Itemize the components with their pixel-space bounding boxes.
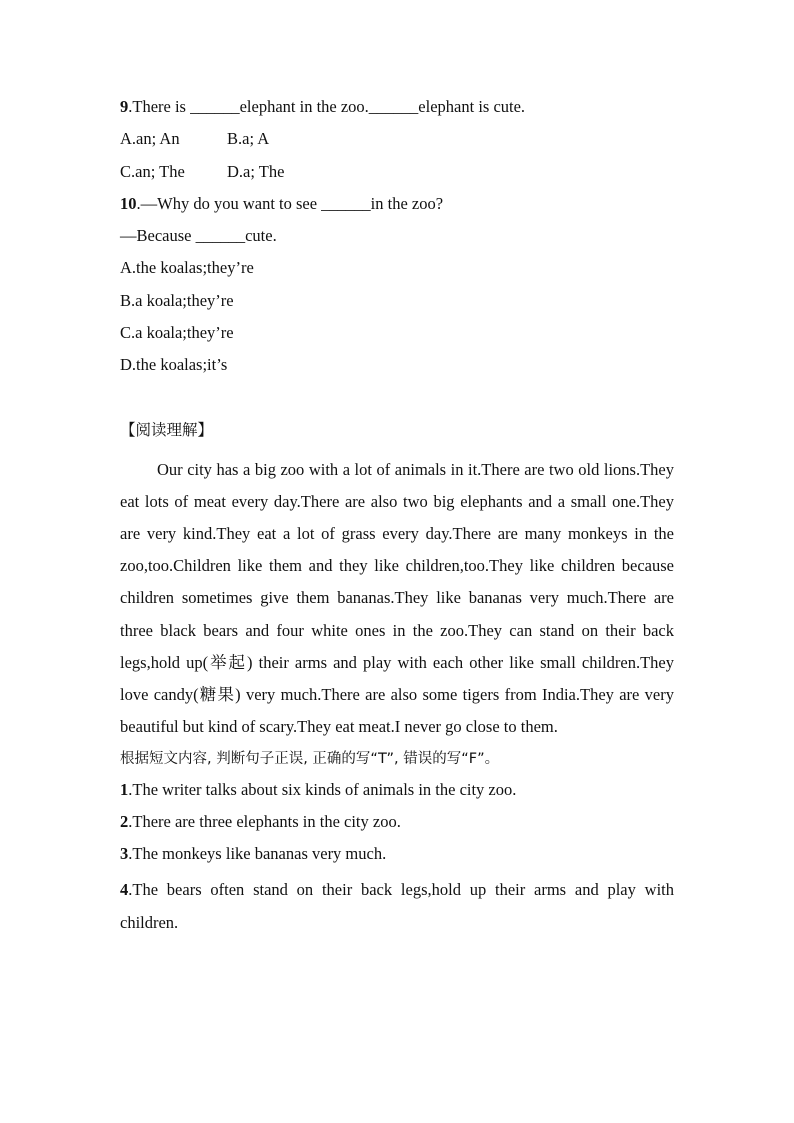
question-10-stem	[120, 192, 674, 224]
question-9	[120, 95, 674, 192]
question-9-option-b: B.a; A	[227, 129, 270, 149]
question-10-stem-reply: —Because ______cute.	[120, 226, 277, 246]
reading-instruction: 根据短文内容, 判断句子正误, 正确的写“T”, 错误的写“F”。	[120, 750, 500, 767]
question-9-stem	[120, 95, 674, 127]
reading-question-3-number: 3	[120, 844, 129, 864]
question-10-option-d: D.the koalas;it’s	[120, 355, 228, 375]
question-9-options-row-1	[120, 127, 674, 159]
question-9-option-d: D.a; The	[227, 161, 285, 181]
question-9-number: 9	[120, 97, 129, 116]
reading-question-4-text: .The bears often stand on their back legs,hold up their arms and play with children.	[120, 880, 674, 932]
reading-question-1-text: .The writer talks about six kinds of animals in the city zoo.	[128, 779, 517, 799]
question-10	[120, 192, 674, 386]
question-10-option-a: A.the koalas;they’re	[120, 258, 254, 278]
reading-question-2	[120, 810, 674, 842]
question-9-text: .There is ______elephant in the zoo.______elephant is cute.	[128, 97, 526, 116]
reading-passage	[120, 454, 674, 744]
reading-question-3-text: .The monkeys like bananas very much.	[128, 844, 387, 864]
question-10-number: 10	[120, 193, 137, 213]
reading-question-4	[120, 874, 674, 939]
question-9-option-a: A.an; An	[120, 129, 180, 149]
question-10-text: .—Why do you want to see ______in the zoo?	[136, 193, 444, 213]
reading-question-1	[120, 778, 674, 810]
question-9-options-row-2	[120, 160, 674, 192]
spacer	[120, 386, 674, 418]
reading-question-2-number: 2	[120, 811, 129, 831]
reading-passage-text: Our city has a big zoo with a lot of animals in it.There are two old lions.They eat lots of meat every day.There are also two big elephants and a small one.They are very kind.They eat a lot of grass every day.There are many monkeys in the zoo,too.Children like them and they like children,too.They like children because children sometimes give them bananas.They like bananas very much.There are three black bears and four white ones in the zoo.They can stand on their back legs,hold up(举起) their arms and play with each other like small children.They love candy(糖果) very much.There are also some tigers from India.They are very beautiful but kind of scary.They eat meat.I never go close to them.	[120, 459, 674, 737]
reading-section-title: 【阅读理解】	[120, 420, 214, 439]
worksheet-page	[120, 95, 674, 939]
question-10-option-b: B.a koala;they’re	[120, 290, 234, 310]
reading-question-1-number: 1	[120, 779, 129, 799]
reading-question-4-number: 4	[120, 880, 129, 900]
question-10-option-c: C.a koala;they’re	[120, 323, 234, 343]
reading-question-3	[120, 842, 674, 874]
reading-question-2-text: .There are three elephants in the city zoo.	[128, 811, 401, 831]
question-9-option-c: C.an; The	[120, 161, 185, 181]
